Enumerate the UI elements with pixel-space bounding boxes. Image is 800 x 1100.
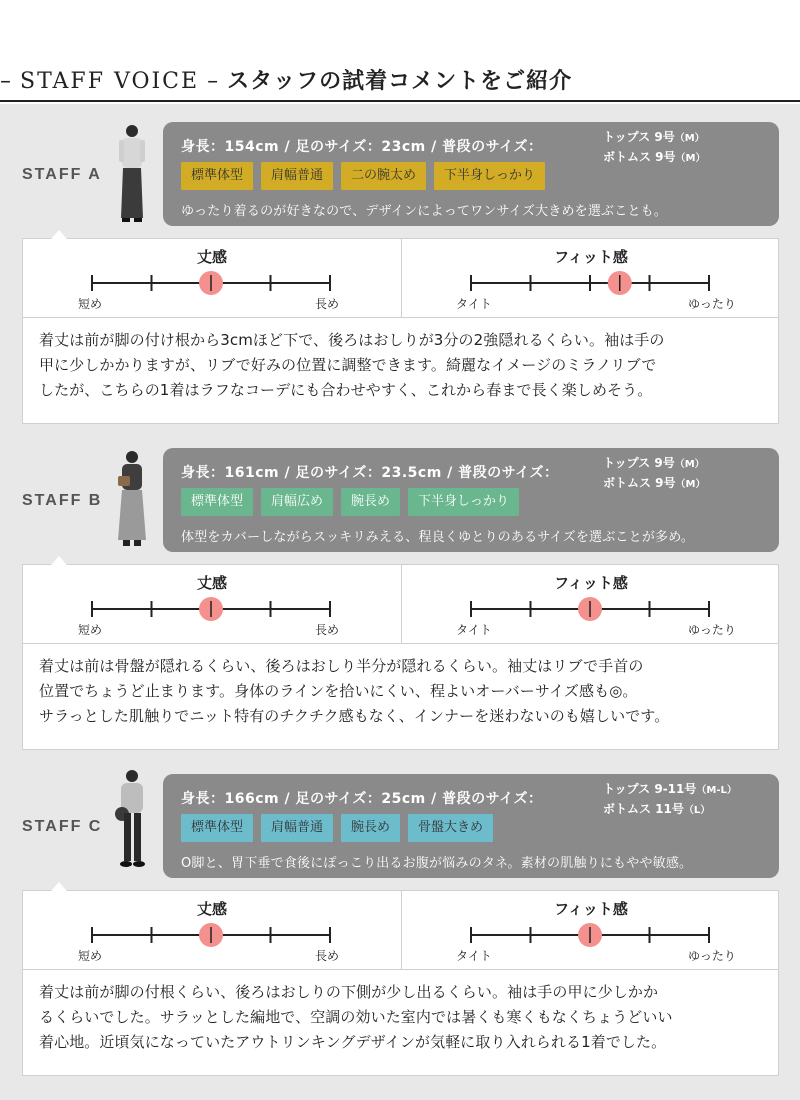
- body-type-tags: [181, 814, 493, 842]
- staff-card-c: [0, 756, 800, 1076]
- size-tops: トップス 9-11号: [603, 782, 697, 796]
- body-type-tag: 下半身しっかり: [408, 488, 519, 516]
- size-bottoms-code: （M）: [675, 153, 706, 164]
- body-type-tag: 肩幅普通: [261, 814, 333, 842]
- staff-photo: [108, 448, 156, 552]
- fit-max-label: ゆったり: [688, 297, 736, 311]
- length-scale: [23, 565, 401, 645]
- fit-rating-box: [22, 564, 779, 644]
- profile-box: [163, 448, 779, 552]
- body-type-tag: 肩幅普通: [261, 162, 333, 190]
- size-tops-code: （M）: [674, 133, 705, 144]
- comment-line: 着心地。近頃気になっていたアウトリンキングデザインが気軽に取り入れられる1着でした。: [39, 1033, 667, 1051]
- comment-line: 着丈は前が脚の付根くらい、後ろはおしりの下側が少し出るくらい。袖は手の甲に少しかか: [39, 983, 659, 1001]
- comment-line: るくらいでした。サラッとした編地で、空調の効いた室内では暑くも寒くもなくちょうどいい: [39, 1008, 673, 1026]
- length-scale-title: 丈感: [196, 900, 227, 918]
- comment-line: 着丈は前が脚の付け根から3cmほど下で、後ろはおしりが3分の2強隠れるくらい。袖は手の: [39, 331, 665, 349]
- size-bottoms-code: （M）: [675, 479, 706, 490]
- size-tops-code: （M）: [674, 459, 705, 470]
- length-min-label: 短め: [78, 949, 103, 963]
- fit-max-label: ゆったり: [688, 623, 736, 637]
- staff-comment: [22, 644, 779, 750]
- profile-note: 体型をカバーしながらスッキリみえる、程良くゆとりのあるサイズを選ぶことが多め。: [181, 530, 695, 545]
- length-max-label: 長め: [315, 623, 340, 637]
- size-bottoms: ボトムス 11号: [603, 802, 684, 816]
- staff-label: STAFF B: [22, 492, 103, 509]
- body-type-tag: 腕長め: [341, 488, 400, 516]
- staff-voice-content: [0, 104, 800, 1100]
- staff-photo: [108, 122, 156, 226]
- profile-note: ゆったり着るのが好きなので、デザインによってワンサイズ大きめを選ぶことも。: [181, 204, 668, 219]
- staff-photo: [108, 768, 156, 872]
- length-scale: [23, 891, 401, 971]
- length-min-label: 短め: [78, 297, 103, 311]
- title-en: STAFF VOICE: [20, 69, 200, 94]
- body-type-tag: 下半身しっかり: [434, 162, 545, 190]
- length-scale-title: 丈感: [196, 248, 227, 266]
- fit-scale: [402, 891, 780, 971]
- profile-note: O脚と、胃下垂で食後にぽっこり出るお腹が悩みのタネ。素材の肌触りにもやや敏感。: [181, 856, 693, 871]
- body-type-tag: 標準体型: [181, 488, 253, 516]
- fit-rating-box: [22, 890, 779, 970]
- length-max-label: 長め: [315, 949, 340, 963]
- size-bottoms: ボトムス 9号: [603, 150, 676, 164]
- fit-scale-title: フィット感: [554, 900, 628, 918]
- header-underline: [0, 100, 800, 102]
- body-type-tag: 骨盤大きめ: [408, 814, 493, 842]
- profile-stats: 身長：161cm / 足のサイズ：23.5cm / 普段のサイズ：: [181, 465, 559, 481]
- title-jp: スタッフの試着コメントをご紹介: [227, 69, 573, 94]
- comment-line: 甲に少しかかりますが、リブで好みの位置に調整できます。綺麗なイメージのミラノリブで: [39, 356, 657, 374]
- staff-label: STAFF C: [22, 818, 103, 835]
- comment-line: したが、こちらの1着はラフなコーデにも合わせやすく、これから春まで長く楽しめそう。: [39, 381, 653, 399]
- section-header: [0, 58, 800, 102]
- body-type-tag: 肩幅広め: [261, 488, 333, 516]
- staff-card-a: [0, 104, 800, 424]
- fit-min-label: タイト: [456, 297, 492, 311]
- fit-max-label: ゆったり: [688, 949, 736, 963]
- speech-pointer: [51, 230, 67, 239]
- fit-scale-title: フィット感: [554, 574, 628, 592]
- staff-comment: [22, 318, 779, 424]
- fit-scale: [402, 239, 780, 319]
- speech-pointer: [51, 556, 67, 565]
- staff-comment: [22, 970, 779, 1076]
- fit-min-label: タイト: [456, 949, 492, 963]
- section-title: – STAFF VOICE – スタッフの試着コメントをご紹介: [0, 69, 573, 94]
- profile-box: [163, 122, 779, 226]
- comment-line: 着丈は前は骨盤が隠れるくらい、後ろはおしり半分が隠れるくらい。袖丈はリブで手首の: [39, 657, 644, 675]
- fit-min-label: タイト: [456, 623, 492, 637]
- profile-stats: 身長：154cm / 足のサイズ：23cm / 普段のサイズ：: [181, 139, 543, 155]
- length-scale-title: 丈感: [196, 574, 227, 592]
- profile-box: [163, 774, 779, 878]
- size-tops: トップス 9号: [603, 130, 675, 144]
- size-bottoms-code: （L）: [683, 805, 711, 816]
- length-scale: [23, 239, 401, 319]
- staff-card-b: [0, 430, 800, 750]
- length-max-label: 長め: [315, 297, 340, 311]
- body-type-tag: 標準体型: [181, 162, 253, 190]
- body-type-tag: 二の腕太め: [341, 162, 426, 190]
- comment-line: 位置でちょうど止まります。身体のラインを拾いにくい、程よいオーバーサイズ感も◎。: [39, 682, 638, 700]
- body-type-tags: [181, 488, 519, 516]
- body-type-tag: 標準体型: [181, 814, 253, 842]
- body-type-tag: 腕長め: [341, 814, 400, 842]
- speech-pointer: [51, 882, 67, 891]
- fit-scale: [402, 565, 780, 645]
- body-type-tags: [181, 162, 545, 190]
- size-bottoms: ボトムス 9号: [603, 476, 676, 490]
- staff-label: STAFF A: [22, 166, 102, 183]
- size-tops: トップス 9号: [603, 456, 675, 470]
- size-tops-code: （M-L）: [696, 785, 737, 796]
- usual-size: [603, 454, 705, 494]
- fit-rating-box: [22, 238, 779, 318]
- usual-size: [603, 128, 705, 168]
- profile-stats: 身長：166cm / 足のサイズ：25cm / 普段のサイズ：: [181, 791, 543, 807]
- fit-scale-title: フィット感: [554, 248, 628, 266]
- usual-size: [603, 780, 737, 820]
- comment-line: サラっとした肌触りでニット特有のチクチク感もなく、インナーを迷わないのも嬉しいです。: [39, 707, 670, 725]
- length-min-label: 短め: [78, 623, 103, 637]
